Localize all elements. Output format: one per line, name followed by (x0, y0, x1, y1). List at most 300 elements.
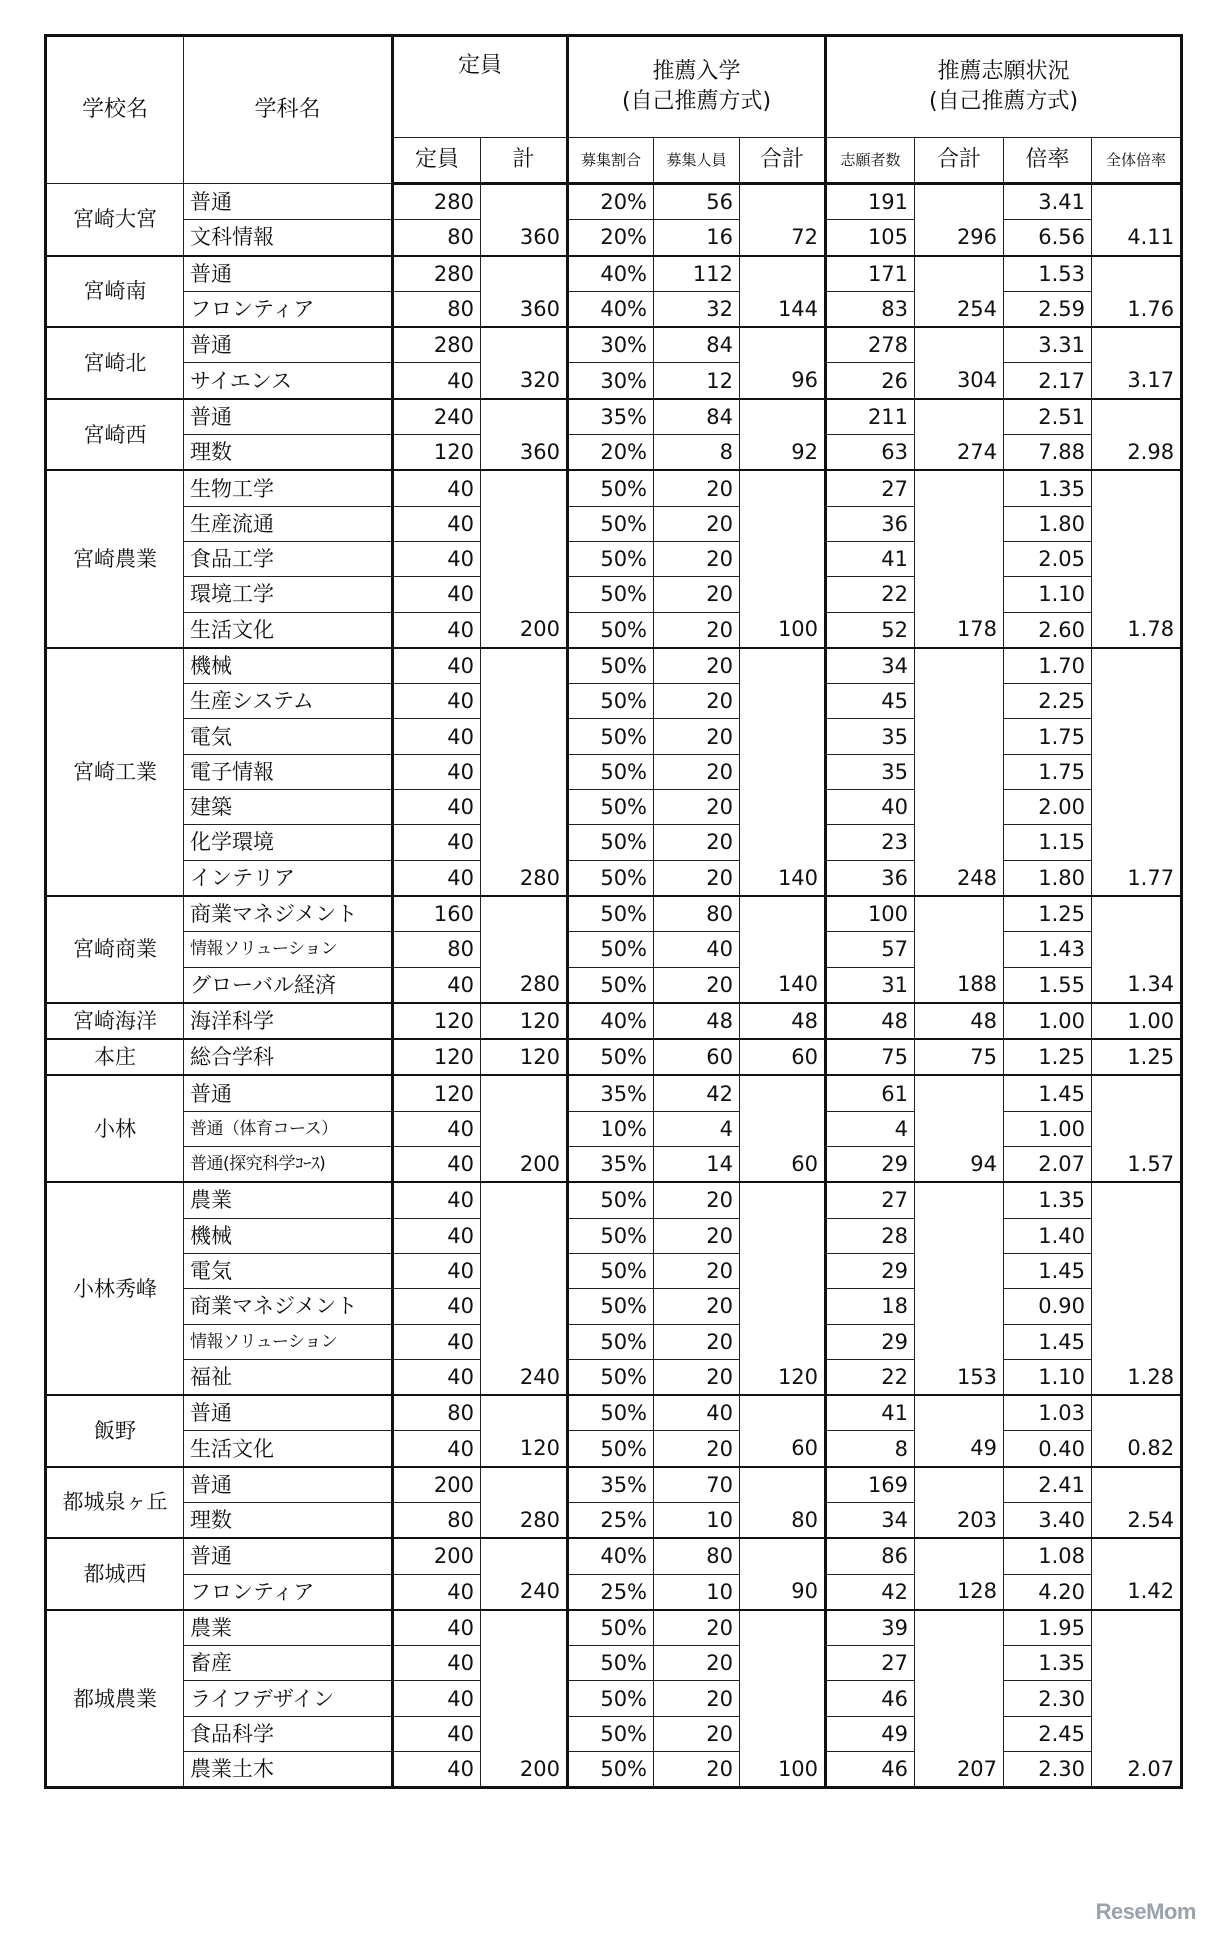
ratio-cell: 50% (568, 1646, 654, 1681)
overall-rate-cell (1092, 1681, 1182, 1716)
recruit-total-cell (740, 1218, 826, 1253)
rate-cell: 2.17 (1004, 363, 1092, 399)
table-row (46, 896, 1182, 932)
header-rate: 倍率 (1004, 138, 1092, 184)
recruit-cell: 80 (654, 896, 740, 932)
recruit-total-cell: 90 (740, 1574, 826, 1610)
overall-rate-cell (1092, 1324, 1182, 1359)
department-name: 生産流通 (184, 506, 393, 541)
ratio-cell: 40% (568, 1003, 654, 1039)
applicants-cell: 49 (826, 1716, 915, 1751)
department-name: 生活文化 (184, 612, 393, 648)
recruit-cell: 40 (654, 1395, 740, 1431)
capacity-cell: 40 (393, 1182, 481, 1218)
school-name: 宮崎西 (46, 399, 184, 471)
department-name: インテリア (184, 860, 393, 896)
applicants-total-cell: 48 (915, 1003, 1004, 1039)
ratio-cell: 25% (568, 1574, 654, 1610)
capacity-cell: 40 (393, 541, 481, 576)
department-name: 普通（体育コース） (184, 1111, 393, 1146)
department-name: フロンティア (184, 291, 393, 327)
department-name: 機械 (184, 1218, 393, 1253)
department-name: 普通 (184, 1395, 393, 1431)
recruit-total-cell: 80 (740, 1502, 826, 1538)
overall-rate-cell (1092, 754, 1182, 789)
recruit-total-cell: 60 (740, 1147, 826, 1183)
department-name: 商業マネジメント (184, 896, 393, 932)
recruit-total-cell (740, 684, 826, 719)
ratio-cell: 50% (568, 1716, 654, 1751)
school-name: 都城泉ヶ丘 (46, 1467, 184, 1539)
applicants-cell: 29 (826, 1253, 915, 1288)
rate-cell: 1.10 (1004, 1359, 1092, 1395)
table-row (46, 1111, 1182, 1146)
department-name: 畜産 (184, 1646, 393, 1681)
overall-rate-cell: 2.54 (1092, 1502, 1182, 1538)
recruit-cell: 20 (654, 967, 740, 1003)
table-row (46, 399, 1182, 435)
ratio-cell: 30% (568, 327, 654, 363)
header-applicants: 志願者数 (826, 138, 915, 184)
recruit-cell: 40 (654, 932, 740, 967)
recruit-cell: 20 (654, 719, 740, 754)
department-name: 海洋科学 (184, 1003, 393, 1039)
recruit-total-cell (740, 790, 826, 825)
table-row (46, 1289, 1182, 1324)
applicants-total-cell (915, 1182, 1004, 1218)
recruit-total-cell: 144 (740, 291, 826, 327)
applicants-total-cell (915, 1681, 1004, 1716)
recruit-total-cell (740, 719, 826, 754)
header-applicants-total: 合計 (915, 138, 1004, 184)
overall-rate-cell: 1.28 (1092, 1359, 1182, 1395)
rate-cell: 7.88 (1004, 435, 1092, 471)
applicants-cell: 169 (826, 1467, 915, 1503)
capacity-cell: 40 (393, 684, 481, 719)
department-name: 環境工学 (184, 577, 393, 612)
applicants-total-cell (915, 1324, 1004, 1359)
department-name: 理数 (184, 435, 393, 471)
overall-rate-cell (1092, 1253, 1182, 1288)
ratio-cell: 35% (568, 399, 654, 435)
recruit-cell: 20 (654, 1681, 740, 1716)
table-row (46, 506, 1182, 541)
school-name: 宮崎商業 (46, 896, 184, 1003)
school-name: 宮崎北 (46, 327, 184, 399)
recruit-total-cell (740, 1395, 826, 1431)
applicants-cell: 40 (826, 790, 915, 825)
ratio-cell: 50% (568, 932, 654, 967)
applicants-total-cell (915, 1075, 1004, 1111)
applicants-cell: 29 (826, 1147, 915, 1183)
table-row (46, 1467, 1182, 1503)
capacity-cell: 40 (393, 754, 481, 789)
recruit-cell: 20 (654, 825, 740, 860)
applicants-cell: 52 (826, 612, 915, 648)
capacity-cell: 40 (393, 1147, 481, 1183)
capacity-total-cell (481, 1681, 568, 1716)
applicants-total-cell (915, 327, 1004, 363)
rate-cell: 1.40 (1004, 1218, 1092, 1253)
recruit-cell: 56 (654, 184, 740, 220)
table-row (46, 1574, 1182, 1610)
applicants-cell: 23 (826, 825, 915, 860)
applicants-cell: 36 (826, 506, 915, 541)
recruit-cell: 20 (654, 1716, 740, 1751)
applicants-cell: 48 (826, 1003, 915, 1039)
overall-rate-cell (1092, 470, 1182, 506)
capacity-total-cell: 280 (481, 1502, 568, 1538)
recruit-total-cell: 100 (740, 612, 826, 648)
recruit-cell: 80 (654, 1538, 740, 1574)
header-school: 学校名 (46, 36, 184, 184)
applicants-cell: 36 (826, 860, 915, 896)
capacity-cell: 40 (393, 860, 481, 896)
capacity-total-cell: 120 (481, 1003, 568, 1039)
applicants-cell: 22 (826, 1359, 915, 1395)
recruit-cell: 20 (654, 790, 740, 825)
ratio-cell: 40% (568, 256, 654, 292)
applicants-cell: 75 (826, 1039, 915, 1075)
header-status-group: 推薦志願状況 (自己推薦方式) (826, 36, 1182, 138)
table-row (46, 967, 1182, 1003)
rate-cell: 1.03 (1004, 1395, 1092, 1431)
recruit-total-cell: 100 (740, 1752, 826, 1788)
rate-cell: 2.25 (1004, 684, 1092, 719)
capacity-cell: 40 (393, 1253, 481, 1288)
recruit-cell: 10 (654, 1574, 740, 1610)
header-admission-group: 推薦入学 (自己推薦方式) (568, 36, 826, 138)
capacity-cell: 200 (393, 1467, 481, 1503)
applicants-total-cell (915, 1467, 1004, 1503)
overall-rate-cell: 1.42 (1092, 1574, 1182, 1610)
ratio-cell: 50% (568, 1182, 654, 1218)
overall-rate-cell (1092, 184, 1182, 220)
ratio-cell: 50% (568, 719, 654, 754)
recruit-total-cell: 60 (740, 1431, 826, 1467)
recruit-total-cell: 92 (740, 435, 826, 471)
applicants-cell: 35 (826, 754, 915, 789)
department-name: 普通 (184, 399, 393, 435)
capacity-total-cell (481, 1646, 568, 1681)
capacity-total-cell (481, 1716, 568, 1751)
recruit-cell: 20 (654, 577, 740, 612)
rate-cell: 2.30 (1004, 1681, 1092, 1716)
school-name: 飯野 (46, 1395, 184, 1467)
capacity-cell: 40 (393, 1431, 481, 1467)
capacity-total-cell (481, 1395, 568, 1431)
department-name: 情報ソリューション (184, 1324, 393, 1359)
ratio-cell: 50% (568, 1431, 654, 1467)
header-dept: 学科名 (184, 36, 393, 184)
recruit-cell: 10 (654, 1502, 740, 1538)
school-name: 都城農業 (46, 1610, 184, 1788)
overall-rate-cell (1092, 1182, 1182, 1218)
table-row (46, 1039, 1182, 1075)
table-row (46, 1003, 1182, 1039)
department-name: 農業 (184, 1610, 393, 1646)
capacity-total-cell (481, 790, 568, 825)
department-name: 生活文化 (184, 1431, 393, 1467)
applicants-total-cell (915, 399, 1004, 435)
capacity-cell: 80 (393, 220, 481, 256)
table-row (46, 1359, 1182, 1395)
capacity-total-cell (481, 1467, 568, 1503)
department-name: 生物工学 (184, 470, 393, 506)
table-row (46, 1182, 1182, 1218)
capacity-total-cell (481, 506, 568, 541)
applicants-cell: 18 (826, 1289, 915, 1324)
ratio-cell: 50% (568, 1395, 654, 1431)
rate-cell: 1.80 (1004, 860, 1092, 896)
department-name: 総合学科 (184, 1039, 393, 1075)
capacity-total-cell (481, 1253, 568, 1288)
applicants-total-cell (915, 825, 1004, 860)
rate-cell: 2.05 (1004, 541, 1092, 576)
recruit-cell: 20 (654, 1431, 740, 1467)
capacity-total-cell: 200 (481, 612, 568, 648)
recruit-total-cell (740, 1075, 826, 1111)
ratio-cell: 35% (568, 1147, 654, 1183)
ratio-cell: 40% (568, 291, 654, 327)
rate-cell: 1.25 (1004, 896, 1092, 932)
rate-cell: 1.95 (1004, 1610, 1092, 1646)
capacity-cell: 80 (393, 1502, 481, 1538)
table-row (46, 1075, 1182, 1111)
department-name: 理数 (184, 1502, 393, 1538)
recruit-total-cell: 140 (740, 860, 826, 896)
table-row (46, 1646, 1182, 1681)
capacity-total-cell (481, 184, 568, 220)
applicants-total-cell (915, 1538, 1004, 1574)
department-name: 生産システム (184, 684, 393, 719)
applicants-cell: 46 (826, 1681, 915, 1716)
ratio-cell: 50% (568, 754, 654, 789)
rate-cell: 1.45 (1004, 1253, 1092, 1288)
applicants-total-cell (915, 754, 1004, 789)
recruit-cell: 20 (654, 1289, 740, 1324)
table-row (46, 291, 1182, 327)
capacity-cell: 40 (393, 648, 481, 684)
rate-cell: 1.55 (1004, 967, 1092, 1003)
overall-rate-cell: 4.11 (1092, 220, 1182, 256)
rate-cell: 1.00 (1004, 1111, 1092, 1146)
applicants-total-cell (915, 684, 1004, 719)
department-name: 文科情報 (184, 220, 393, 256)
recruit-cell: 20 (654, 1324, 740, 1359)
school-name: 本庄 (46, 1039, 184, 1075)
capacity-total-cell: 120 (481, 1039, 568, 1075)
ratio-cell: 30% (568, 363, 654, 399)
department-name: 普通 (184, 184, 393, 220)
recruit-total-cell (740, 577, 826, 612)
ratio-cell: 50% (568, 896, 654, 932)
applicants-cell: 42 (826, 1574, 915, 1610)
ratio-cell: 50% (568, 648, 654, 684)
capacity-cell: 80 (393, 291, 481, 327)
recruit-total-cell (740, 1111, 826, 1146)
department-name: 普通 (184, 1538, 393, 1574)
capacity-cell: 280 (393, 256, 481, 292)
rate-cell: 4.20 (1004, 1574, 1092, 1610)
overall-rate-cell: 0.82 (1092, 1431, 1182, 1467)
overall-rate-cell (1092, 896, 1182, 932)
rate-cell: 2.45 (1004, 1716, 1092, 1751)
applicants-cell: 171 (826, 256, 915, 292)
capacity-total-cell: 200 (481, 1752, 568, 1788)
recruit-total-cell (740, 896, 826, 932)
recruit-total-cell (740, 506, 826, 541)
capacity-total-cell (481, 1289, 568, 1324)
capacity-total-cell (481, 896, 568, 932)
capacity-total-cell: 360 (481, 220, 568, 256)
applicants-cell: 41 (826, 1395, 915, 1431)
applicants-total-cell: 178 (915, 612, 1004, 648)
recruit-total-cell (740, 648, 826, 684)
applicants-total-cell: 274 (915, 435, 1004, 471)
capacity-cell: 120 (393, 1039, 481, 1075)
recruit-cell: 20 (654, 1610, 740, 1646)
overall-rate-cell: 2.07 (1092, 1752, 1182, 1788)
recruit-total-cell: 140 (740, 967, 826, 1003)
recruit-total-cell (740, 327, 826, 363)
rate-cell: 1.10 (1004, 577, 1092, 612)
applicants-total-cell (915, 256, 1004, 292)
capacity-cell: 200 (393, 1538, 481, 1574)
recruit-cell: 84 (654, 327, 740, 363)
school-name: 宮崎海洋 (46, 1003, 184, 1039)
applicants-total-cell: 207 (915, 1752, 1004, 1788)
header-capacity-group: 定員 (393, 36, 568, 138)
applicants-total-cell (915, 1716, 1004, 1751)
applicants-total-cell (915, 1289, 1004, 1324)
ratio-cell: 50% (568, 1752, 654, 1788)
ratio-cell: 50% (568, 541, 654, 576)
recruit-total-cell (740, 825, 826, 860)
applicants-cell: 41 (826, 541, 915, 576)
recruit-cell: 84 (654, 399, 740, 435)
rate-cell: 1.35 (1004, 1182, 1092, 1218)
recruit-total-cell (740, 1324, 826, 1359)
rate-cell: 2.07 (1004, 1147, 1092, 1183)
ratio-cell: 40% (568, 1538, 654, 1574)
rate-cell: 1.08 (1004, 1538, 1092, 1574)
ratio-cell: 50% (568, 860, 654, 896)
applicants-total-cell: 304 (915, 363, 1004, 399)
capacity-cell: 40 (393, 1752, 481, 1788)
rate-cell: 1.00 (1004, 1003, 1092, 1039)
overall-rate-cell (1092, 577, 1182, 612)
recruit-total-cell (740, 1538, 826, 1574)
applicants-cell: 34 (826, 648, 915, 684)
overall-rate-cell: 3.17 (1092, 363, 1182, 399)
capacity-cell: 40 (393, 470, 481, 506)
recruit-total-cell (740, 1182, 826, 1218)
capacity-cell: 40 (393, 1610, 481, 1646)
recruit-total-cell (740, 1681, 826, 1716)
overall-rate-cell (1092, 541, 1182, 576)
recruit-cell: 20 (654, 1752, 740, 1788)
applicants-total-cell (915, 1395, 1004, 1431)
header-capacity: 定員 (393, 138, 481, 184)
department-name: 普通 (184, 1467, 393, 1503)
capacity-cell: 40 (393, 1111, 481, 1146)
rate-cell: 1.15 (1004, 825, 1092, 860)
ratio-cell: 50% (568, 506, 654, 541)
rate-cell: 2.41 (1004, 1467, 1092, 1503)
applicants-total-cell: 128 (915, 1574, 1004, 1610)
department-name: 電気 (184, 719, 393, 754)
ratio-cell: 35% (568, 1075, 654, 1111)
capacity-total-cell (481, 1324, 568, 1359)
capacity-total-cell (481, 648, 568, 684)
table-row (46, 648, 1182, 684)
capacity-total-cell: 320 (481, 363, 568, 399)
school-name: 宮崎農業 (46, 470, 184, 647)
overall-rate-cell (1092, 790, 1182, 825)
capacity-total-cell (481, 1075, 568, 1111)
applicants-cell: 28 (826, 1218, 915, 1253)
table-row (46, 932, 1182, 967)
recruit-cell: 20 (654, 1646, 740, 1681)
department-name: 福祉 (184, 1359, 393, 1395)
applicants-total-cell (915, 896, 1004, 932)
ratio-cell: 50% (568, 967, 654, 1003)
school-name: 宮崎工業 (46, 648, 184, 896)
applicants-cell: 27 (826, 470, 915, 506)
capacity-total-cell (481, 256, 568, 292)
header-capacity-total: 計 (481, 138, 568, 184)
header-overall-rate: 全体倍率 (1092, 138, 1182, 184)
capacity-cell: 280 (393, 184, 481, 220)
ratio-cell: 50% (568, 470, 654, 506)
overall-rate-cell (1092, 932, 1182, 967)
recruit-cell: 20 (654, 506, 740, 541)
table-row (46, 1610, 1182, 1646)
applicants-cell: 22 (826, 577, 915, 612)
recruit-total-cell (740, 1467, 826, 1503)
capacity-cell: 40 (393, 577, 481, 612)
applicants-cell: 46 (826, 1752, 915, 1788)
rate-cell: 1.35 (1004, 470, 1092, 506)
overall-rate-cell (1092, 399, 1182, 435)
applicants-cell: 105 (826, 220, 915, 256)
table-row (46, 754, 1182, 789)
recruit-total-cell (740, 1716, 826, 1751)
recruit-total-cell (740, 754, 826, 789)
capacity-cell: 120 (393, 435, 481, 471)
recruit-cell: 20 (654, 612, 740, 648)
department-name: 建築 (184, 790, 393, 825)
recruit-total-cell: 48 (740, 1003, 826, 1039)
recruit-cell: 20 (654, 860, 740, 896)
capacity-total-cell (481, 1111, 568, 1146)
table-row (46, 860, 1182, 896)
overall-rate-cell: 1.77 (1092, 860, 1182, 896)
applicants-total-cell: 94 (915, 1147, 1004, 1183)
recruit-total-cell (740, 256, 826, 292)
overall-rate-cell: 1.34 (1092, 967, 1182, 1003)
overall-rate-cell (1092, 1218, 1182, 1253)
recruit-cell: 20 (654, 1182, 740, 1218)
table-row (46, 1681, 1182, 1716)
department-name: 食品工学 (184, 541, 393, 576)
recruit-cell: 20 (654, 648, 740, 684)
applicants-total-cell (915, 506, 1004, 541)
overall-rate-cell (1092, 719, 1182, 754)
department-name: グローバル経済 (184, 967, 393, 1003)
capacity-cell: 40 (393, 363, 481, 399)
